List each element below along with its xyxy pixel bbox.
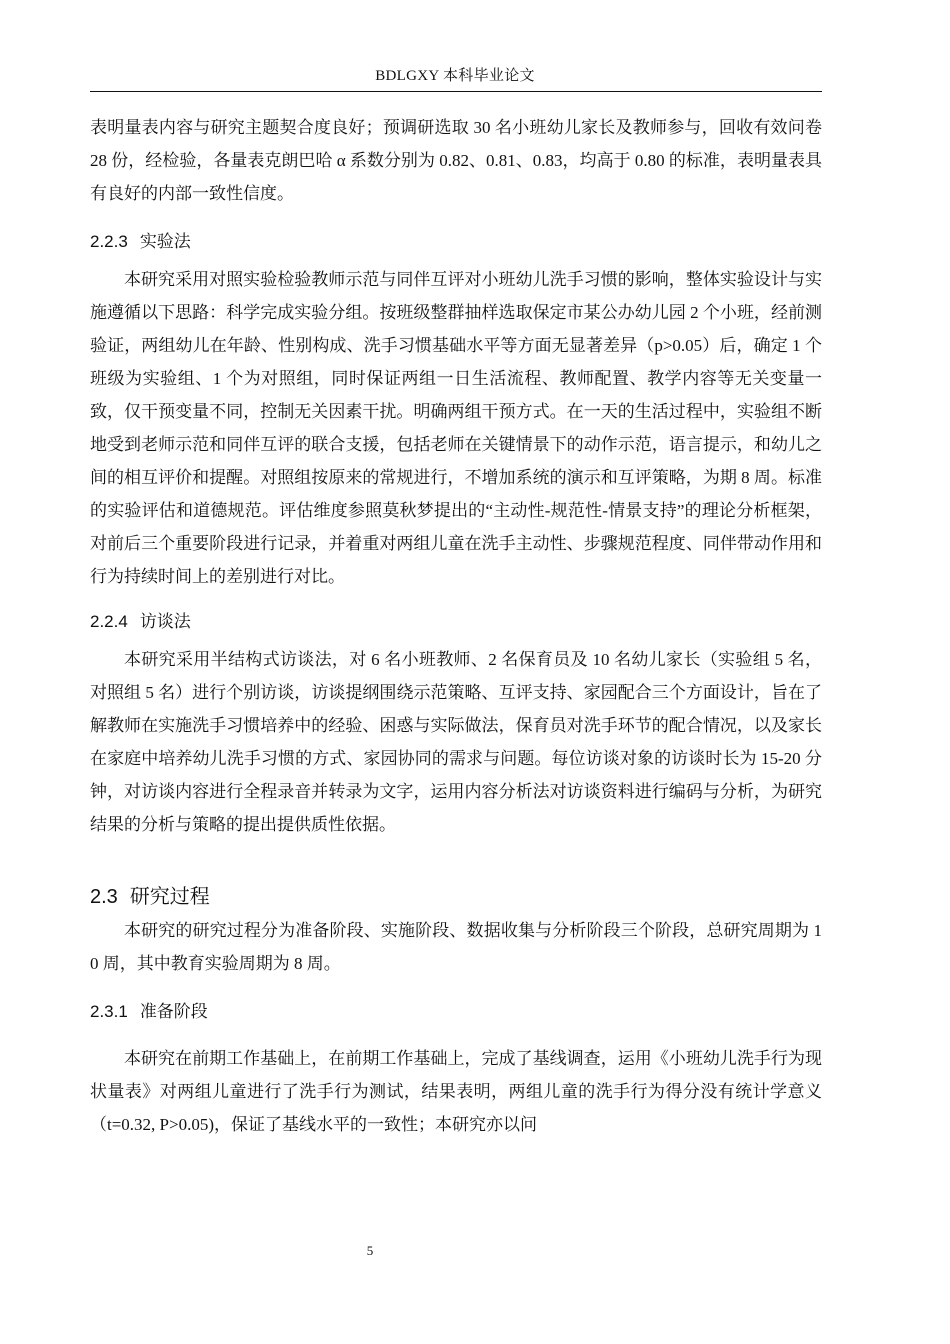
- section-heading-2-3: [90, 883, 822, 911]
- page-body: [90, 111, 822, 1141]
- section-heading-2-2-4: [90, 610, 822, 634]
- research-process-paragraph: 本研究的研究过程分为准备阶段、实施阶段、数据收集与分析阶段三个阶段，总研究周期为 10 周，其中教育实验周期为 8 周。: [90, 921, 822, 973]
- preparation-stage-paragraph: 本研究在前期工作基础上，在前期工作基础上，完成了基线调查，运用《小班幼儿洗手行为现状量表》对两组儿童进行了洗手行为测试，结果表明，两组儿童的洗手行为得分没有统计学意义（t=0.32, P>0.05)，保证了基线水平的一致性；本研究亦以问: [90, 1049, 822, 1134]
- intro-paragraph: 表明量表内容与研究主题契合度良好；预调研选取 30 名小班幼儿家长及教师参与，回收有效问卷 28 份，经检验，各量表克朗巴哈 α 系数分别为 0.82、0.81、0.83，均高于 0.80 的标准，表明量表具有良好的内部一致性信度。: [90, 118, 822, 203]
- running-header: BDLGXY 本科毕业论文: [375, 68, 535, 84]
- section-number: 2.3.1: [90, 1002, 128, 1021]
- section-number: 2.2.3: [90, 232, 128, 251]
- section-number: 2.3: [90, 886, 118, 908]
- section-heading-2-3-1: [90, 1000, 822, 1024]
- header-divider: [90, 91, 822, 92]
- section-title: 研究过程: [129, 886, 210, 908]
- page-number: 5: [366, 1243, 374, 1258]
- interview-method-paragraph: 本研究采用半结构式访谈法，对 6 名小班教师、2 名保育员及 10 名幼儿家长（实验组 5 名，对照组 5 名）进行个别访谈，访谈提纲围绕示范策略、互评支持、家园配合三个方面设计，旨在了解教师在实施洗手习惯培养中的经验、困惑与实际做法，保育员对洗手环节的配合情况，以及家长在家庭中培养幼儿洗手习惯的方式、家园协同的需求与问题。每位访谈对象的访谈时长为 15-20 分钟，对访谈内容进行全程录音并转录为文字，运用内容分析法对访谈资料进行编码与分析，为研究结果的分析与策略的提出提供质性依据。: [90, 650, 822, 834]
- section-heading-2-2-3: [90, 230, 822, 254]
- section-title: 实验法: [139, 232, 191, 251]
- section-title: 准备阶段: [139, 1002, 208, 1021]
- section-title: 访谈法: [139, 612, 191, 631]
- section-number: 2.2.4: [90, 612, 128, 631]
- experiment-method-paragraph: 本研究采用对照实验检验教师示范与同伴互评对小班幼儿洗手习惯的影响，整体实验设计与实施遵循以下思路：科学完成实验分组。按班级整群抽样选取保定市某公办幼儿园 2 个小班，经前测验证，两组幼儿在年龄、性别构成、洗手习惯基础水平等方面无显著差异（p>0.05）后，确定 1 个班级为实验组、1 个为对照组，同时保证两组一日生活流程、教师配置、教学内容等无关变量一致，仅干预变量不同，控制无关因素干扰。明确两组干预方式。在一天的生活过程中，实验组不断地受到老师示范和同伴互评的联合支援，包括老师在关键情景下的动作示范，语言提示，和幼儿之间的相互评价和提醒。对照组按原来的常规进行，不增加系统的演示和互评策略，为期 8 周。标准的实验评估和道德规范。评估维度参照莫秋梦提出的“主动性-规范性-情景支持”的理论分析框架，对前后三个重要阶段进行记录，并着重对两组儿童在洗手主动性、步骤规范程度、同伴带动作用和行为持续时间上的差别进行对比。: [90, 270, 822, 586]
